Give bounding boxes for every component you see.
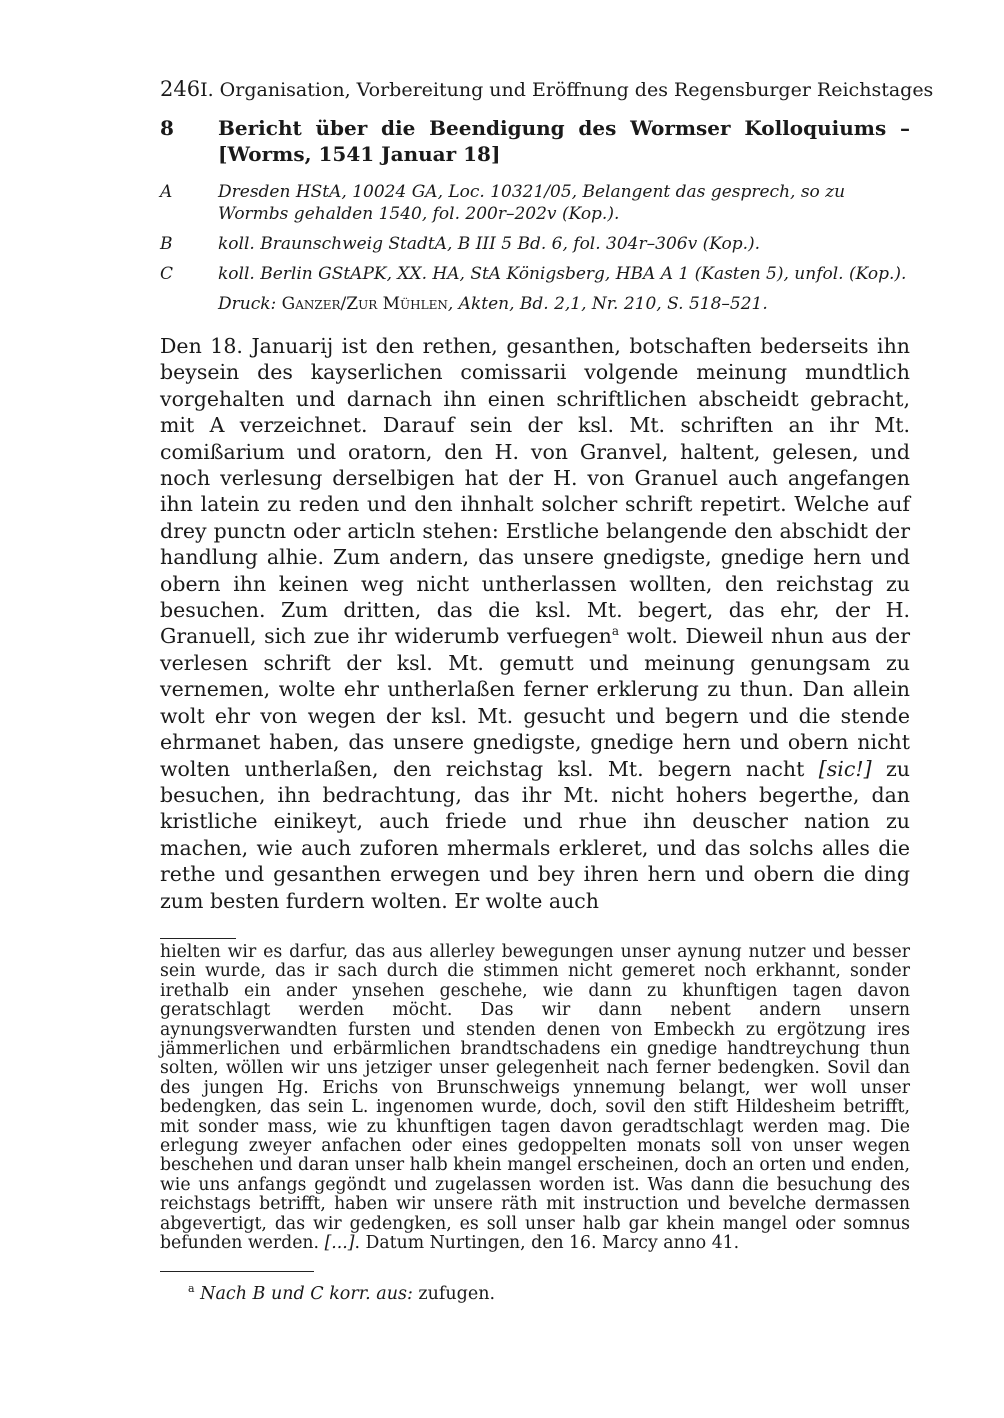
- print-authors: Ganzer/Zur Mühlen: [281, 294, 448, 314]
- source-entry: [160, 181, 910, 225]
- body-text-part2: wolt. Dieweil nhun aus der verlesen schrift der ksl. Mt. gemutt und meinung genungsam zu vernemen, wolte ehr untherlaßen ferner erklerung zu thun. Dan allein wolt ehr von wegen der ksl. Mt. gesucht und begern und die stende ehrmanet haben, das unsere gnedigste, gnedige hern und obern nicht wolten untherlaßen, den reichstag ksl. Mt. begern nacht: [160, 624, 910, 781]
- note-separator-rule: [160, 938, 236, 939]
- body-text-part3: zu besuchen, ihn bedrachtung, das ihr Mt. nicht hohers begerthe, dan kristliche einikeyt, auch friede und rhue ihn deuscher nation zu machen, wie auch zuforen mhermals erkleret, und das solchs alles die rethe und gesanthen erwegen und bey ihren hern und obern die ding zum besten furdern wolten. Er wolte auch: [160, 756, 910, 913]
- document-number: 8: [160, 116, 174, 140]
- footnote: [160, 1278, 910, 1305]
- running-head: [160, 76, 934, 103]
- source-siglum: A: [160, 182, 173, 202]
- document-heading: [160, 115, 910, 167]
- source-text: koll. Braunschweig StadtA, B III 5 Bd. 6, fol. 304r–306v (Kop.).: [218, 234, 761, 254]
- sic-note: [sic!]: [818, 756, 872, 781]
- page-number: 246: [160, 77, 201, 101]
- document-title: Bericht über die Beendigung des Wormser Kolloquiums – [Worms, 1541 Januar 18]: [218, 116, 910, 166]
- source-siglum: B: [160, 234, 173, 254]
- running-title: I. Organisation, Vorbereitung und Eröffnung des Regensburger Reichstages: [200, 79, 934, 101]
- footnote-text: zufugen.: [412, 1283, 496, 1304]
- footnote-mark: a: [188, 1281, 195, 1295]
- body-paragraph: [160, 333, 910, 914]
- continued-note-text: hielten wir es darfur, das aus allerley bewegungen unser aynung nutzer und besser sein wurde, das ir sach durch die stimmen nicht gemeret noch erkhannt, sonder irethalb ein ander ynsehen geschehe, wie dann zu khunftigen tagen davon geratschlagt werden möcht. Das wir dann nebent andern unsern aynungsverwandten fursten und stenden denen von Embeckh zu ergötzung ires jämmerlichen und erbärmlichen brandtschadens ein gnedige handtreychung thun solten, wöllen wir uns jetziger unser gelegenheit nach ferner bedengken. Sovil dan des jungen Hg. Erichs von Brunschweigs ynnemung belangt, wer woll unser bedengken, das sein L. ingenomen wurde, doch, sovil den stift Hildesheim betrifft, mit sonder mass, wie zu khunftigen tagen davon geradtschlagt werden mag. Die erlegung zweyer anfachen oder eines gedoppelten monats soll von unser wegen beschehen und daran unser halb khein mangel erscheinen, doch an orten und enden, wie uns anfangs gegöndt und zugelassen worden ist. Was dann die besuchung des reichstags betrifft, haben wir unsere räth mit instruction und bevelche dermassen abgevertigt, das wir gedengken, es soll unser halb gar khein mangel oder somnus befunden werden.: [160, 941, 910, 1254]
- print-note: [160, 293, 910, 315]
- footnote-separator-rule: [160, 1271, 314, 1272]
- print-reference: , Akten, Bd. 2,1, Nr. 210, S. 518–521.: [447, 294, 768, 314]
- page: [160, 76, 934, 1322]
- source-text: Dresden HStA, 10024 GA, Loc. 10321/05, Belangent das gesprech, so zu Wormbs gehalden 1540, fol. 200r–202v (Kop.).: [218, 182, 846, 224]
- source-entry: [160, 263, 910, 285]
- continued-note: [160, 943, 910, 1254]
- source-list: [160, 181, 910, 315]
- continued-note-ellipsis: [...]: [324, 1233, 355, 1254]
- print-label: Druck:: [218, 294, 277, 314]
- footnote-italic: Nach B und C korr. aus:: [200, 1283, 413, 1304]
- source-text: koll. Berlin GStAPK, XX. HA, StA Königsberg, HBA A 1 (Kasten 5), unfol. (Kop.).: [218, 264, 907, 284]
- body-text-part1: Den 18. Januarij ist den rethen, gesanthen, botschaften bederseits ihn beysein des kayserlichen comissarii volgende meinung mundtlich vorgehalten und darnach ihn einen schriftlichen abscheidt gebracht, mit A verzeichnet. Darauf sein der ksl. Mt. schriften an ihr Mt. comißarium und oratorn, den H. von Granvel, haltent, gelesen, und noch verlesung derselbigen hat der H. von Granuel auch angefangen ihn latein zu reden und den ihnhalt solcher schrift repetirt. Welche auf drey punctn oder articln stehen: Erstliche belangende den abschidt der handlung alhie. Zum andern, das unsere gnedigste, gnedige hern und obern ihn keinen weg nicht untherlassen wollten, den reichstag zu besuchen. Zum dritten, das die ksl. Mt. begert, das ehr, der H. Granuell, sich zue ihr widerumb verfuegen: [160, 334, 910, 649]
- source-siglum: C: [160, 264, 174, 284]
- continued-note-closing: . Datum Nurtingen, den 16. Marcy anno 41.: [354, 1233, 740, 1254]
- source-entry: [160, 233, 910, 255]
- footnote-marker: a: [611, 624, 620, 639]
